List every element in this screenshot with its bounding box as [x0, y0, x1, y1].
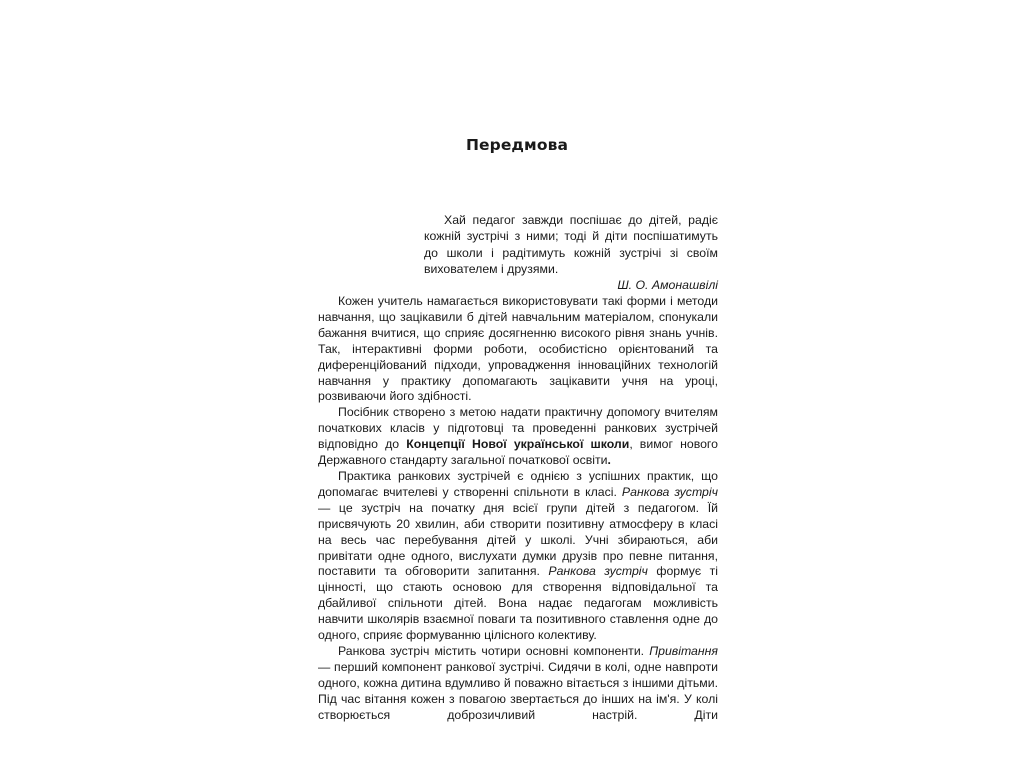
epigraph-text: Хай педагог завжди поспішає до дітей, радіє кожній зустрічі з ними; тоді й діти поспішатимуть до школи і радітимуть кожній зустрічі зі своїм вихователем і друзями. [424, 213, 718, 276]
text-segment: формує ті цінності, що стають основою для створення відповідальної та дбайливої спільноти дітей. Вона надає педагогам можливість навчити школярів взаємної поваги та позитивного ставлення одне до одного, сприяє формуванню цілісного колективу. [318, 564, 718, 643]
paragraph [318, 405, 718, 469]
paragraph [318, 469, 718, 644]
paragraph [318, 644, 718, 724]
page-title: Передмова [465, 136, 569, 154]
text-segment: — це зустріч на початку дня всієї групи дітей з педагогом. Їй присвячують 20 хвилин, аби створити позитивну атмосферу в класі на весь час перебування дітей у школі. Учні збираються, аби привітати одне одного, вислухати думки друзів про певне питання, поставити та обговорити запитання. [318, 500, 718, 579]
paragraph [318, 294, 718, 405]
italic-text-segment: Ранкова зустріч [621, 484, 718, 499]
italic-text-segment: Привітання [649, 643, 718, 658]
text-segment: — перший компонент ранкової зустрічі. Сидячи в колі, одне навпроти одного, кожна дитина вдумливо й поважно вітається з іншими дітьми. Під час вітання кожен з повагою звертається до інших на ім'я. У колі створюється доброзичливий настрій. Діти [318, 659, 718, 722]
italic-text-segment: Ранкова зустріч [548, 564, 648, 579]
text-segment: Практика ранкових зустрічей є однією з успішних практик, що допомагає вчителеві у створенні спільноти в класі. [318, 468, 718, 499]
text-segment: , вимог нового Державного стандарту загальної початкової освіти [318, 437, 718, 468]
bold-text-segment: . [607, 453, 611, 468]
body-text [318, 294, 718, 723]
epigraph [424, 212, 718, 293]
epigraph-author: Ш. О. Амонашвілі [617, 278, 718, 293]
bold-text-segment: Концепції Нової української школи [406, 437, 630, 452]
text-segment: Ранкова зустріч містить чотири основні компоненти. [338, 643, 650, 658]
text-segment: Кожен учитель намагається використовувати такі форми і методи навчання, що зацікавили б дітей навчальним матеріалом, спонукали бажання вчитися, що сприяє досягненню високого рівня знань учнів. Так, інтерактивні форми роботи, особистісно орієнтований та диференційований підходи, упровадження інноваційних технологій навчання у практику допомагають зацікавити учня на уроці, розвиваючи його здібності. [318, 294, 718, 404]
text-segment: Посібник створено з метою надати практичну допомогу вчителям початкових класів у підготовці та проведенні ранкових зустрічей відповідно до [318, 405, 718, 452]
